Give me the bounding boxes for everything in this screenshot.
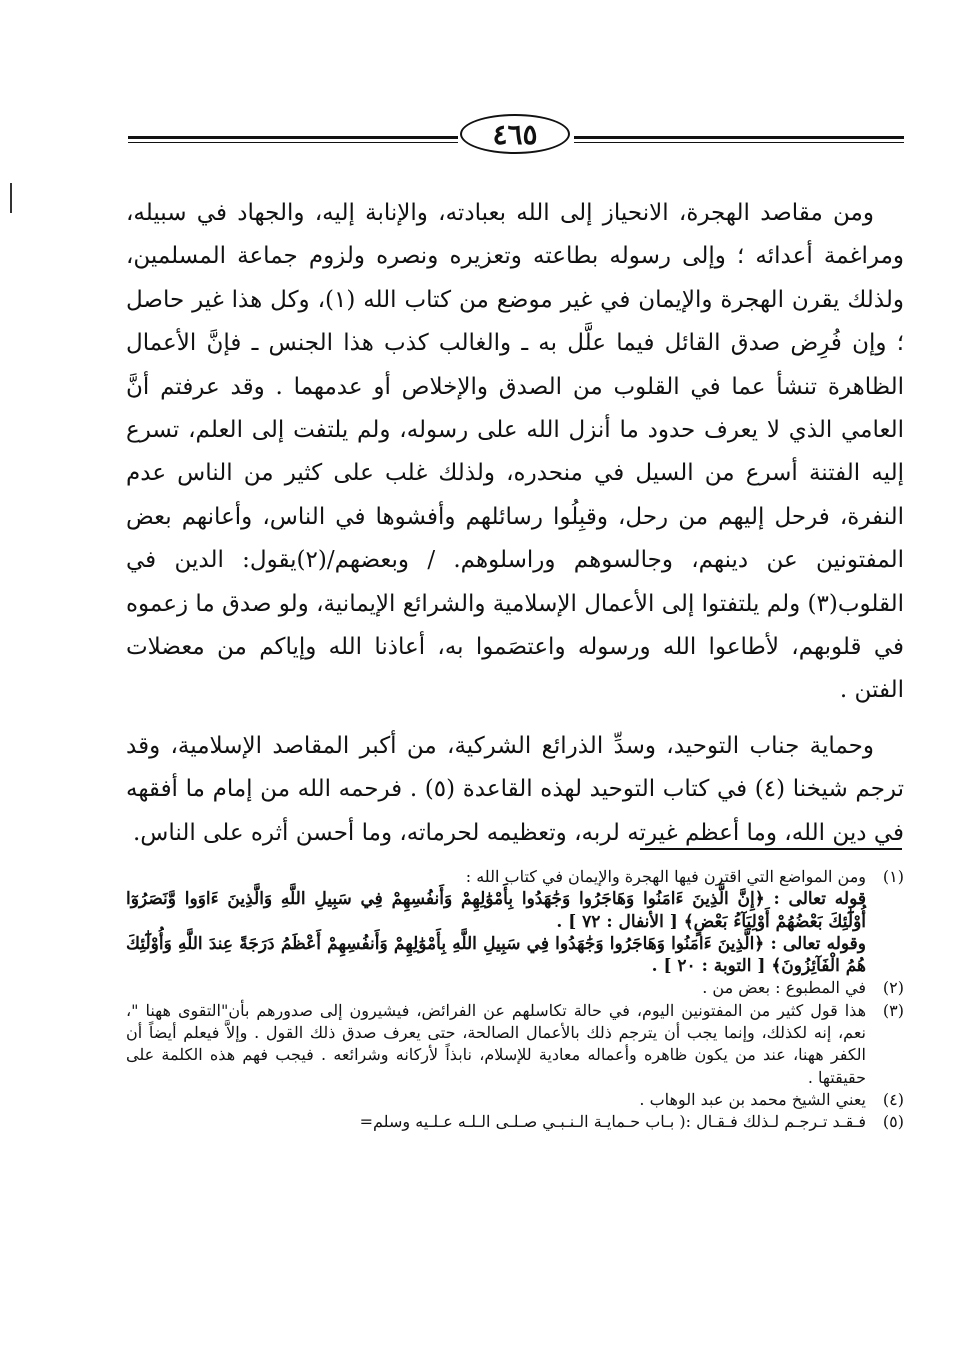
paragraph: ومن مقاصد الهجرة، الانحياز إلى الله بعبادته، والإنابة إليه، والجهاد في سبيله، ومراغمة أعدائه ؛ وإلى رسوله بطاعته وتعزيره ونصره ولزوم جماعة المسلمين، ولذلك يقرن الهجرة والإيمان في غير موضع من كتاب الله (١)، وكل هذا غير حاصل ؛ وإن فُرِض صدق القائل فيما علَّل به ـ والغالب كذب هذا الجنس ـ فإنَّ الأعمال الظاهرة تنشأ عما في القلوب من الصدق والإخلاص أو عدمهما . وقد عرفتم أنَّ العامي الذي لا يعرف حدود ما أنزل الله على رسوله، ولم يلتفت إلى العلم، تسرع إليه الفتنة أسرع من السيل في منحدره، ولذلك غلب على كثير من الناس عدم النفرة، فرحل إليهم من رحل، وقبِلُوا رسائلهم وأفشوها في الناس، وأعانهم بعض المفتونين عن دينهم، وجالسوهم وراسلوهم. / وبعضهم/(٢)يقول: الدين في القلوب(٣) ولم يلتفتوا إلى الأعمال الإسلامية والشرائع الإيمانية، ولو صدق ما زعموه في قلوبهم، لأطاعوا الله ورسوله واعتصَموا به، أعاذنا الله وإياكم من معضلات الفتن . — [126, 200, 904, 704]
footnote-number: (٥) — [882, 1112, 904, 1132]
footnote — [126, 1111, 904, 1133]
paragraph: وحماية جناب التوحيد، وسدِّ الذرائع الشركية، من أكبر المقاصد الإسلامية، وقد ترجم شيخنا (٤) في كتاب التوحيد لهذه القاعدة (٥) . فرحمه الله من إمام ما أفقهه في دين الله، وما أعظم غيرته لربه، وتعظيمه لحرماته، وما أحسن أثره على الناس. — [126, 732, 905, 846]
footnote-text: يعني الشيخ محمد بن عبد الوهاب . — [639, 1089, 866, 1109]
footnote-text: في المطبوع : بعض من . — [702, 978, 866, 998]
page-header — [128, 108, 904, 160]
footnote-number: (٤) — [882, 1089, 904, 1109]
footnote-number: (١) — [882, 867, 904, 886]
header-rule — [574, 142, 904, 143]
footnote-text: هذا قول كثير من المفتونين اليوم، في حالة تكاسلهم عن الفرائض، فيشيرون إلى صدورهم بأن"التقوى ههنا "، نعم، إنه لكذلك، وإنما يجب أن يترجم ذلك بالأعمال الصالحة، حتى يعرف صدق ذلك القول . وإلاَّ فيعلم أيضاً أن الكفر ههنا، عند من يكون ظاهره وأعماله معادية للإسلام، نابذاً لأركانه وشرائعه . فيجب فهم هذه الكلمة على حقيقتها . — [126, 1000, 866, 1087]
footnote — [126, 1089, 904, 1111]
footnote-number: (٣) — [882, 1000, 904, 1020]
footnote — [126, 1000, 904, 1089]
margin-mark — [10, 183, 12, 213]
quran-verse: وقوله تعالى : ﴿الَّذِينَ ءَامَنُوا وَهَاجَرُوا وَجَٰهَدُوا فِي سَبِيلِ اللَّهِ بِأَمْوَٰلِهِمْ وَأَنفُسِهِمْ أَعْظَمُ دَرَجَةً عِندَ اللَّهِ وَأُوْلَٰٓئِكَ هُمُ الْفَآئِزُونَ﴾ [ التوبة : ٢٠ ] . — [126, 933, 866, 977]
page-number: ٤٦٥ — [460, 114, 570, 154]
footnote-text: ومن المواضع التي اقترن فيها الهجرة والإيمان في كتاب الله : — [465, 867, 866, 886]
footnote-text: فـقـد تـرجـم لـذلك فـقـال :( بـاب حـمايـة الـنـبـي صـلـى الـلـه عـلـيه وسلم= — [359, 1112, 866, 1132]
header-rule — [574, 136, 904, 139]
quran-verse: قوله تعالى : ﴿إِنَّ الَّذِينَ ءَامَنُوا وَهَاجَرُوا وَجَٰهَدُوا بِأَمْوَٰلِهِمْ وَأَنفُسِهِمْ فِي سَبِيلِ اللَّهِ وَالَّذِينَ ءَاوَوا وَّنَصَرُوٓا أُوْلَٰٓئِكَ بَعْضُهُمْ أَوْلِيَآءُ بَعْضٍ﴾ [ الأنفال : ٧٢ ] . — [126, 889, 866, 932]
footnote — [126, 977, 904, 999]
footnote-number: (٢) — [882, 978, 904, 998]
footnote-divider — [640, 848, 902, 850]
header-rule — [128, 142, 458, 143]
footnotes — [126, 866, 904, 1134]
main-text — [126, 192, 904, 855]
footnote — [126, 866, 904, 977]
header-rule — [128, 136, 458, 139]
